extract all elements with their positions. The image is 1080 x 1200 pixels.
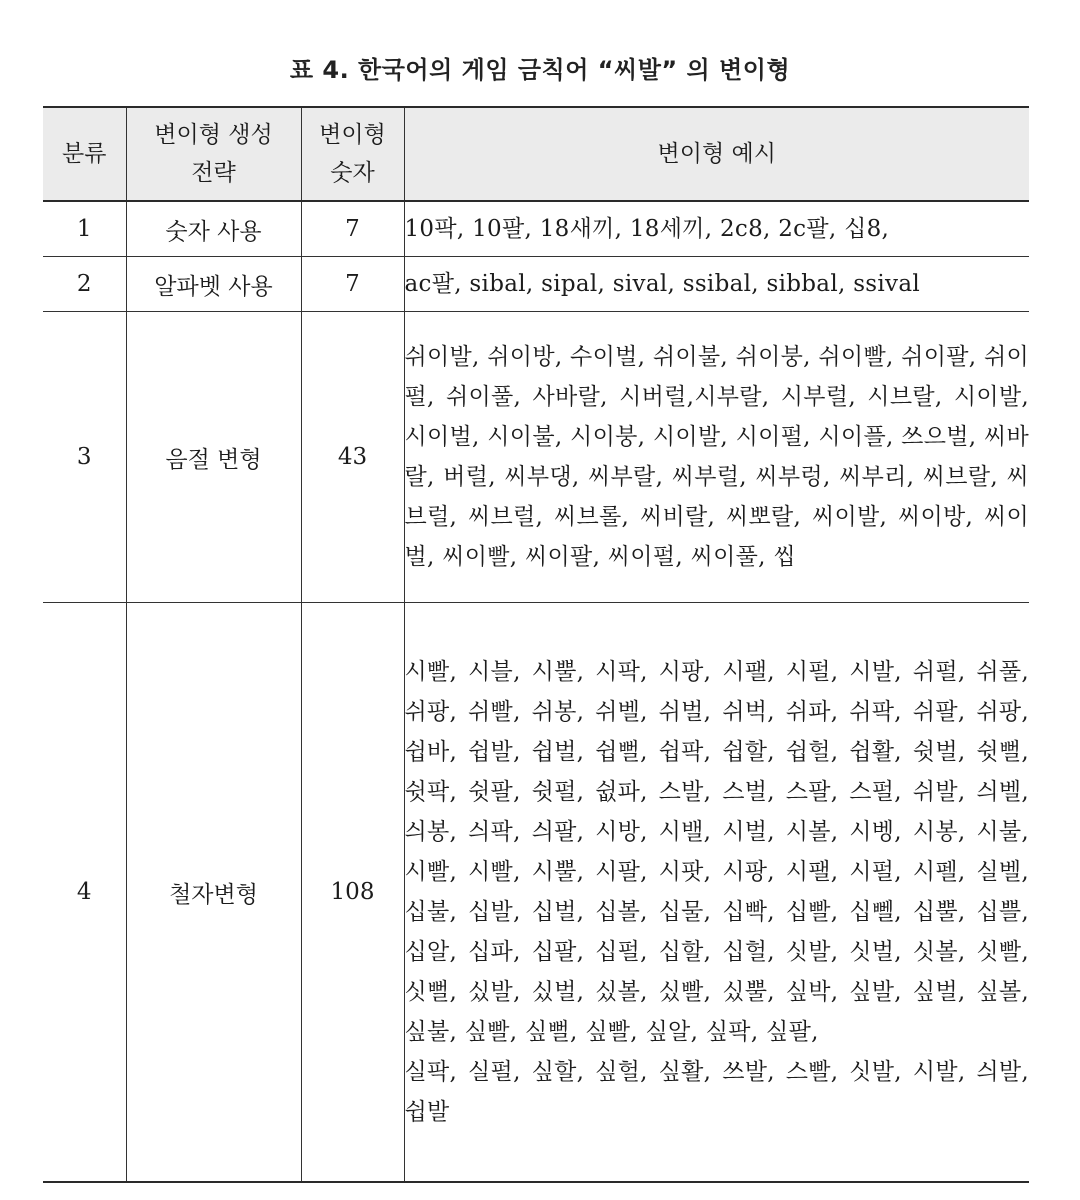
cell-category: 4 bbox=[43, 603, 126, 1183]
cell-category: 1 bbox=[43, 201, 126, 257]
header-category: 분류 bbox=[43, 107, 126, 201]
examples-paragraph: 실팍, 실펄, 싶할, 싶헐, 싶활, 쓰발, 스빨, 싯발, 시발, 싀발, 쉽발 bbox=[404, 1059, 1029, 1125]
header-strategy-line1: 변이형 생성 bbox=[154, 122, 273, 148]
cell-strategy: 철자변형 bbox=[126, 603, 301, 1183]
table-row bbox=[43, 312, 1029, 603]
cell-examples: 10팍, 10팔, 18새끼, 18세끼, 2c8, 2c팔, 십8, bbox=[404, 201, 1029, 257]
variants-table bbox=[43, 106, 1029, 1183]
header-count-line2: 숫자 bbox=[330, 160, 375, 186]
header-examples: 변이형 예시 bbox=[404, 107, 1029, 201]
cell-examples: 쉬이발, 쉬이방, 수이벌, 쉬이불, 쉬이붕, 쉬이빨, 쉬이팔, 쉬이펄, 쉬이풀, 사바랄, 시버럴,시부랄, 시부럴, 시브랄, 시이발, 시이벌, 시이불, 시이붕, 시이발, 시이펄, 시이플, 쓰으벌, 씨바랄, 버럴, 씨부댕, 씨부랄, 씨부럴, 씨부렁, 씨부리, 씨브랄, 씨브럴, 씨브럴, 씨브롤, 씨비랄, 씨뽀랄, 씨이발, 씨이방, 씨이벌, 씨이빨, 씨이팔, 씨이펄, 씨이풀, 씹 bbox=[404, 312, 1029, 603]
cell-category: 3 bbox=[43, 312, 126, 603]
cell-strategy: 음절 변형 bbox=[126, 312, 301, 603]
header-strategy bbox=[126, 107, 301, 201]
cell-examples: ac팔, sibal, sipal, sival, ssibal, sibbal, ssival bbox=[404, 257, 1029, 312]
header-count bbox=[301, 107, 404, 201]
table-row bbox=[43, 603, 1029, 1183]
header-row bbox=[43, 107, 1029, 201]
cell-strategy: 알파벳 사용 bbox=[126, 257, 301, 312]
cell-count: 108 bbox=[301, 603, 404, 1183]
cell-count: 7 bbox=[301, 201, 404, 257]
cell-examples bbox=[404, 603, 1029, 1183]
examples-paragraph: 시빨, 시블, 시뿔, 시팍, 시팡, 시팰, 시펄, 시발, 쉬펄, 쉬풀, 쉬팡, 쉬빨, 쉬봉, 쉬벨, 쉬벌, 쉬벅, 쉬파, 쉬팍, 쉬팔, 쉬팡, 쉽바, 쉽발, 쉽벌, 쉽뻘, 쉽팍, 쉽할, 쉽헐, 쉽활, 쉿벌, 쉿뻘, 쉿팍, 쉿팔, 쉿펄, 쉾파, 스발, 스벌, 스팔, 스펄, 쉬발, 싀벨, 싀봉, 싀팍, 싀팔, 시방, 시밸, 시벌, 시볼, 시벵, 시봉, 시불, 시빨, 시빨, 시뿔, 시팔, 시팟, 시팡, 시팰, 시펄, 시펠, 실벨, 십불, 십발, 십벌, 십볼, 십물, 십빡, 십빨, 십뻴, 십뿔, 십쁠, 십알, 십파, 십팔, 십펄, 십할, 십헐, 싯발, 싯벌, 싯볼, 싯빨, 싯뻘, 싰발, 싰벌, 싰볼, 싰빨, 싰뿔, 싶박, 싶발, 싶벌, 싶볼, 싶불, 싶빨, 싶뻘, 싶빨, 싶알, 싶팍, 싶팔, bbox=[404, 659, 1029, 1045]
header-strategy-line2: 전략 bbox=[191, 160, 236, 186]
header-count-line1: 변이형 bbox=[319, 122, 386, 148]
cell-strategy: 숫자 사용 bbox=[126, 201, 301, 257]
cell-count: 7 bbox=[301, 257, 404, 312]
table-caption: 표 4. 한국어의 게임 금칙어 “씨발” 의 변이형 bbox=[289, 56, 791, 84]
table-row bbox=[43, 201, 1029, 257]
table-row bbox=[43, 257, 1029, 312]
cell-category: 2 bbox=[43, 257, 126, 312]
cell-count: 43 bbox=[301, 312, 404, 603]
